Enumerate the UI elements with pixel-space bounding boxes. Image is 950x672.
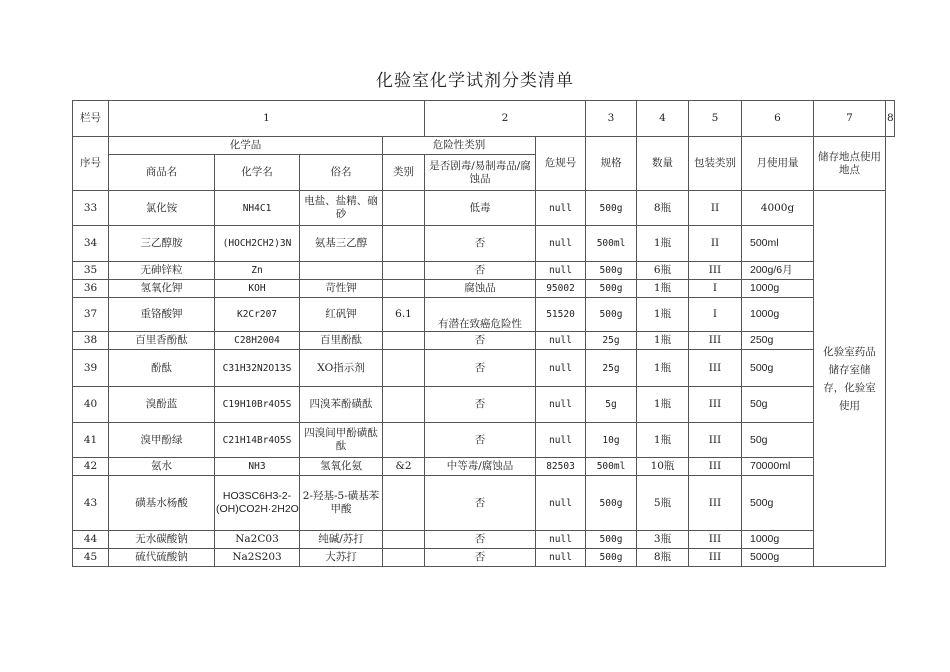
page-title: 化验室化学试剂分类清单: [376, 71, 574, 91]
seq-cell: 44: [73, 531, 109, 549]
usage-cell: 200g/6月: [742, 262, 814, 280]
trade-name-cell: 百里香酚酞: [109, 332, 215, 350]
chemical-inventory-table: [72, 100, 895, 567]
common-name-cell: 红矾钾: [300, 298, 383, 332]
common-name-cell: 纯碱/苏打: [300, 531, 383, 549]
category-cell: [383, 332, 425, 350]
quantity-cell: 1瓶: [637, 280, 689, 298]
spec-cell: 25g: [586, 332, 637, 350]
hazard-no-cell: null: [536, 423, 586, 458]
quantity-cell: 1瓶: [637, 298, 689, 332]
chemical-name-cell: K2Cr207: [215, 298, 300, 332]
common-name-cell: XO指示剂: [300, 350, 383, 387]
common-name-cell: 氢氧化氨: [300, 458, 383, 476]
usage-cell: 500ml: [742, 226, 814, 262]
seq-cell: 35: [73, 262, 109, 280]
chemical-name-cell: HO3SC6H3-2-(OH)CO2H·2H2O: [215, 476, 300, 531]
chemical-name-cell: Na2S203: [215, 549, 300, 567]
quantity-cell: 10瓶: [637, 458, 689, 476]
trade-name-cell: 无水碳酸钠: [109, 531, 215, 549]
packaging-cell: III: [689, 387, 742, 423]
toxic-flag-cell: 否: [425, 387, 536, 423]
table-row: [73, 549, 895, 567]
category-cell: [383, 262, 425, 280]
trade-name-cell: 磺基水杨酸: [109, 476, 215, 531]
packaging-cell: III: [689, 476, 742, 531]
table-row: [73, 458, 895, 476]
storage-location-cell: 化验室药品储存室储存，化验室使用: [814, 191, 886, 567]
hazard-no-cell: null: [536, 332, 586, 350]
col-number-6: 6: [742, 101, 814, 137]
hazard-no-cell: null: [536, 226, 586, 262]
col-number-1: 1: [109, 101, 425, 137]
common-name-cell: 氨基三乙醇: [300, 226, 383, 262]
usage-cell: 70000ml: [742, 458, 814, 476]
table-row: [73, 332, 895, 350]
table-row: [73, 280, 895, 298]
trade-name-cell: 酚酞: [109, 350, 215, 387]
usage-cell: 4000g: [742, 191, 814, 226]
category-cell: [383, 476, 425, 531]
table-row: [73, 350, 895, 387]
category-cell: [383, 423, 425, 458]
table-row: [73, 262, 895, 280]
table-row: [73, 298, 895, 332]
quantity-cell: 5瓶: [637, 476, 689, 531]
column-number-row: [73, 101, 895, 137]
usage-cell: 250g: [742, 332, 814, 350]
chemical-name-cell: Zn: [215, 262, 300, 280]
spec-cell: 500g: [586, 549, 637, 567]
category-cell: &2: [383, 458, 425, 476]
quantity-cell: 8瓶: [637, 191, 689, 226]
spec-cell: 5g: [586, 387, 637, 423]
category-cell: [383, 350, 425, 387]
toxic-flag-cell: 否: [425, 531, 536, 549]
quantity-cell: 1瓶: [637, 226, 689, 262]
col-number-8: 8: [886, 101, 895, 137]
trade-name-cell: 硫代硫酸钠: [109, 549, 215, 567]
common-name-cell: 大苏打: [300, 549, 383, 567]
toxic-flag-cell: 低毒: [425, 191, 536, 226]
hazard-no-cell: null: [536, 549, 586, 567]
common-name-cell: 四溴苯酚磺酞: [300, 387, 383, 423]
quantity-cell: 3瓶: [637, 531, 689, 549]
common-name-cell: [300, 262, 383, 280]
toxic-flag-cell: 否: [425, 226, 536, 262]
header-storage: 储存地点使用地点: [814, 137, 886, 191]
spec-cell: 500g: [586, 298, 637, 332]
trade-name-cell: 氯化铵: [109, 191, 215, 226]
spec-cell: 500g: [586, 262, 637, 280]
spec-cell: 500g: [586, 531, 637, 549]
toxic-flag-cell: 腐蚀品: [425, 280, 536, 298]
header-trade-name: 商品名: [109, 155, 215, 191]
seq-cell: 43: [73, 476, 109, 531]
spec-cell: 25g: [586, 350, 637, 387]
toxic-flag-cell: 否: [425, 549, 536, 567]
header-quantity: 数量: [637, 137, 689, 191]
chemical-name-cell: KOH: [215, 280, 300, 298]
table-row: [73, 531, 895, 549]
toxic-flag-cell: 否: [425, 423, 536, 458]
quantity-cell: 1瓶: [637, 387, 689, 423]
trade-name-cell: 氢氧化钾: [109, 280, 215, 298]
quantity-cell: 1瓶: [637, 423, 689, 458]
col-number-3: 3: [586, 101, 637, 137]
header-category: 类别: [383, 155, 425, 191]
col-number-5: 5: [689, 101, 742, 137]
hazard-no-cell: 82503: [536, 458, 586, 476]
category-cell: [383, 191, 425, 226]
usage-cell: 500g: [742, 476, 814, 531]
seq-cell: 36: [73, 280, 109, 298]
packaging-cell: III: [689, 458, 742, 476]
chemical-name-cell: Na2C03: [215, 531, 300, 549]
quantity-cell: 1瓶: [637, 350, 689, 387]
table-row: [73, 476, 895, 531]
category-cell: [383, 226, 425, 262]
chemical-name-cell: C31H32N2O13S: [215, 350, 300, 387]
usage-cell: 50g: [742, 423, 814, 458]
hazard-no-cell: null: [536, 476, 586, 531]
toxic-flag-cell: 否: [425, 350, 536, 387]
header-seq: 序号: [73, 137, 109, 191]
category-cell: [383, 387, 425, 423]
group-header-row: [73, 137, 895, 155]
header-hazard-no: 危规号: [536, 137, 586, 191]
common-name-cell: 2-羟基-5-磺基苯甲酸: [300, 476, 383, 531]
packaging-cell: III: [689, 262, 742, 280]
usage-cell: 1000g: [742, 531, 814, 549]
trade-name-cell: 氨水: [109, 458, 215, 476]
toxic-flag-cell: 否: [425, 476, 536, 531]
common-name-cell: 苛性钾: [300, 280, 383, 298]
common-name-cell: 四溴间甲酚磺酞酞: [300, 423, 383, 458]
category-cell: 6.1: [383, 298, 425, 332]
header-spec: 规格: [586, 137, 637, 191]
toxic-flag-cell: 否: [425, 332, 536, 350]
header-toxic-flag: 是否剧毒/易制毒品/腐蚀品: [425, 155, 536, 191]
trade-name-cell: 三乙醇胺: [109, 226, 215, 262]
common-name-cell: 电盐、盐精、硇砂: [300, 191, 383, 226]
packaging-cell: I: [689, 298, 742, 332]
spec-cell: 500g: [586, 280, 637, 298]
header-hazard-group: 危险性类别: [383, 137, 536, 155]
trade-name-cell: 重铬酸钾: [109, 298, 215, 332]
toxic-flag-cell: 否: [425, 262, 536, 280]
seq-cell: 38: [73, 332, 109, 350]
hazard-no-cell: 51520: [536, 298, 586, 332]
seq-cell: 39: [73, 350, 109, 387]
seq-cell: 42: [73, 458, 109, 476]
hazard-no-cell: null: [536, 387, 586, 423]
packaging-cell: III: [689, 423, 742, 458]
col-number-2: 2: [425, 101, 586, 137]
packaging-cell: II: [689, 226, 742, 262]
category-cell: [383, 280, 425, 298]
category-cell: [383, 549, 425, 567]
quantity-cell: 1瓶: [637, 332, 689, 350]
hazard-no-cell: null: [536, 531, 586, 549]
header-chemical-name: 化学名: [215, 155, 300, 191]
trade-name-cell: 溴酚蓝: [109, 387, 215, 423]
chemical-name-cell: C21H14Br4O5S: [215, 423, 300, 458]
seq-cell: 34: [73, 226, 109, 262]
packaging-cell: III: [689, 332, 742, 350]
spec-cell: 500g: [586, 476, 637, 531]
header-monthly-usage: 月使用量: [742, 137, 814, 191]
seq-cell: 41: [73, 423, 109, 458]
table-row: [73, 387, 895, 423]
quantity-cell: 8瓶: [637, 549, 689, 567]
trade-name-cell: 溴甲酚绿: [109, 423, 215, 458]
seq-cell: 40: [73, 387, 109, 423]
header-packaging: 包装类别: [689, 137, 742, 191]
packaging-cell: III: [689, 350, 742, 387]
spec-cell: 500ml: [586, 458, 637, 476]
spec-cell: 500g: [586, 191, 637, 226]
seq-cell: 45: [73, 549, 109, 567]
usage-cell: 500g: [742, 350, 814, 387]
table-row: [73, 423, 895, 458]
chemical-name-cell: NH4C1: [215, 191, 300, 226]
seq-cell: 33: [73, 191, 109, 226]
packaging-cell: III: [689, 531, 742, 549]
quantity-cell: 6瓶: [637, 262, 689, 280]
hazard-no-cell: null: [536, 350, 586, 387]
spec-cell: 10g: [586, 423, 637, 458]
usage-cell: 1000g: [742, 298, 814, 332]
seq-cell: 37: [73, 298, 109, 332]
hazard-no-cell: null: [536, 262, 586, 280]
col-number-label: 栏号: [73, 101, 109, 137]
category-cell: [383, 531, 425, 549]
hazard-no-cell: 95002: [536, 280, 586, 298]
header-chemical-group: 化学品: [109, 137, 383, 155]
col-number-7: 7: [814, 101, 886, 137]
chemical-name-cell: C28H2004: [215, 332, 300, 350]
usage-cell: 5000g: [742, 549, 814, 567]
toxic-flag-cell: 中等毒/腐蚀品: [425, 458, 536, 476]
usage-cell: 1000g: [742, 280, 814, 298]
chemical-name-cell: (HOCH2CH2)3N: [215, 226, 300, 262]
spec-cell: 500ml: [586, 226, 637, 262]
packaging-cell: III: [689, 549, 742, 567]
header-common-name: 俗名: [300, 155, 383, 191]
chemical-name-cell: C19H10Br4O5S: [215, 387, 300, 423]
toxic-flag-cell: 有潜在致癌危险性: [425, 298, 536, 332]
usage-cell: 50g: [742, 387, 814, 423]
chemical-name-cell: NH3: [215, 458, 300, 476]
common-name-cell: 百里酚酞: [300, 332, 383, 350]
packaging-cell: I: [689, 280, 742, 298]
trade-name-cell: 无砷锌粒: [109, 262, 215, 280]
table-row: [73, 226, 895, 262]
col-number-4: 4: [637, 101, 689, 137]
table-row: [73, 191, 895, 226]
packaging-cell: II: [689, 191, 742, 226]
hazard-no-cell: null: [536, 191, 586, 226]
